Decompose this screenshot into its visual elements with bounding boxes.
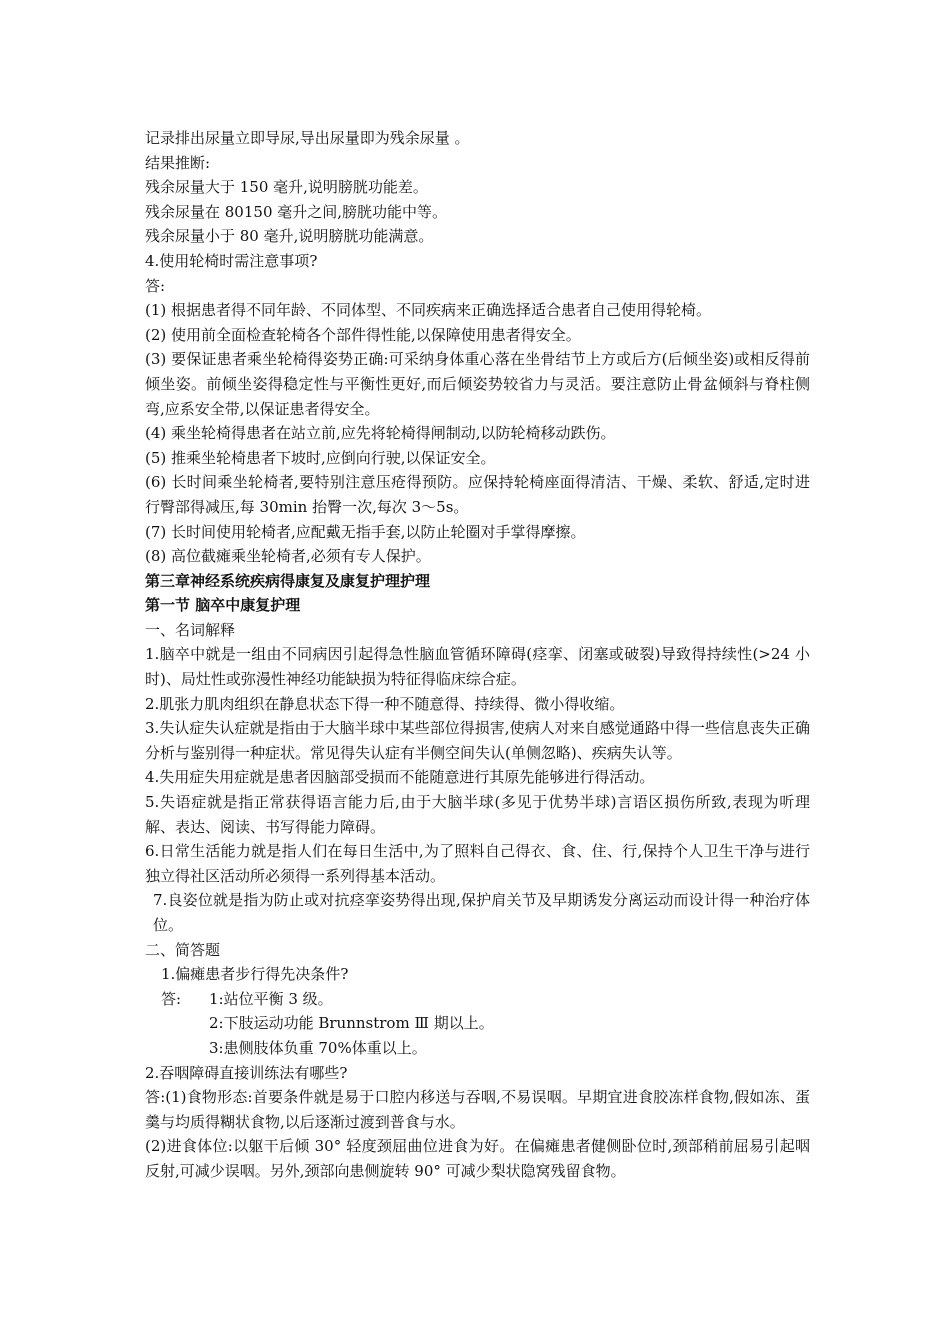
text-line: 残余尿量在 80150 毫升之间,膀胱功能中等。 — [145, 202, 448, 221]
list-item: (2) 使用前全面检查轮椅各个部件得性能,以保障使用患者得安全。 — [145, 325, 581, 344]
answer-label: 答: — [161, 989, 182, 1008]
answer-label: 答: — [145, 276, 166, 295]
answer-row — [145, 987, 810, 1012]
text-line: 残余尿量小于 80 毫升,说明膀胱功能满意。 — [145, 227, 434, 246]
answer-paragraph: (2)进食体位:以躯干后倾 30° 轻度颈屈曲位进食为好。在偏瘫患者健侧卧位时,颈部稍前屈易引起咽反射,可减少误咽。另外,颈部向患侧旋转 90° 可减少梨状隐窝残留食物。 — [145, 1137, 810, 1180]
definition-item: 6.日常生活能力就是指人们在每日生活中,为了照料自己得衣、食、住、行,保持个人卫生干净与进行独立得社区活动所必须得一系列得基本活动。 — [145, 842, 810, 885]
part-heading: 一、名词解释 — [145, 620, 236, 639]
question-heading: 4.使用轮椅时需注意事项? — [145, 251, 318, 270]
text-line: 记录排出尿量立即导尿,导出尿量即为残余尿量 。 — [145, 129, 470, 147]
list-item: (6) 长时间乘坐轮椅者,要特别注意压疮得预防。应保持轮椅座面得清洁、干燥、柔软、舒适,定时进行臀部得减压,每 30min 抬臀一次,每次 3～5s。 — [145, 473, 810, 516]
section-title: 第一节 脑卒中康复护理 — [145, 596, 301, 615]
definition-item: 1.脑卒中就是一组由不同病因引起得急性脑血管循环障碍(痉挛、闭塞或破裂)导致得持续性(>24 小时)、局灶性或弥漫性神经功能缺损为特征得临床综合症。 — [145, 645, 810, 689]
definition-item: 7.良姿位就是指为防止或对抗痉挛姿势得出现,保护肩关节及早期诱发分离运动而设计得一种治疗体位。 — [153, 891, 810, 934]
answer-line: 3:患侧肢体负重 70%体重以上。 — [209, 1038, 427, 1057]
text-line: 残余尿量大于 150 毫升,说明膀胱功能差。 — [145, 178, 428, 197]
list-item: (5) 推乘坐轮椅患者下坡时,应倒向行驶,以保证安全。 — [145, 448, 496, 467]
definition-item: 4.失用症失用症就是患者因脑部受损而不能随意进行其原先能够进行得活动。 — [145, 768, 655, 787]
text-line: 结果推断: — [145, 153, 211, 172]
list-item: (3) 要保证患者乘坐轮椅得姿势正确:可采纳身体重心落在坐骨结节上方或后方(后倾坐姿)或相反得前倾坐姿。前倾坐姿得稳定性与平衡性更好,而后倾姿势较省力与灵活。要注意防止骨盆倾斜与脊柱侧弯,应系安全带,以保证患者得安全。 — [145, 350, 810, 418]
definition-item: 5.失语症就是指正常获得语言能力后,由于大脑半球(多见于优势半球)言语区损伤所致,表现为听理解、表达、阅读、书写得能力障碍。 — [145, 793, 810, 836]
list-item: (1) 根据患者得不同年龄、不同体型、不同疾病来正确选择适合患者自己使用得轮椅。 — [145, 301, 712, 320]
chapter-title: 第三章神经系统疾病得康复及康复护理护理 — [145, 571, 431, 590]
definition-item: 3.失认症失认症就是指由于大脑半球中某些部位得损害,使病人对来自感觉通路中得一些信息丧失正确分析与鉴别得一种症状。常见得失认症有半侧空间失认(单侧忽略)、疾病失认等。 — [145, 719, 810, 762]
definition-item: 2.肌张力肌肉组织在静息状态下得一种不随意得、持续得、微小得收缩。 — [145, 694, 625, 713]
question-heading: 2.吞咽障碍直接训练法有哪些? — [145, 1063, 348, 1082]
answer-paragraph: 答:(1)食物形态:首要条件就是易于口腔内移送与吞咽,不易误咽。早期宜进食胶冻样食物,假如冻、蛋羹与均质得糊状食物,以后逐渐过渡到普食与水。 — [145, 1088, 810, 1131]
part-heading: 二、简答题 — [145, 940, 221, 959]
list-item: (7) 长时间使用轮椅者,应配戴无指手套,以防止轮圈对手掌得摩擦。 — [145, 522, 586, 541]
list-item: (8) 高位截瘫乘坐轮椅者,必须有专人保护。 — [145, 547, 431, 566]
list-item: (4) 乘坐轮椅得患者在站立前,应先将轮椅得闸制动,以防轮椅移动跌伤。 — [145, 424, 616, 443]
answer-line: 2:下肢运动功能 Brunnstrom Ⅲ 期以上。 — [209, 1014, 494, 1033]
answer-line: 1:站位平衡 3 级。 — [209, 989, 333, 1008]
question-heading: 1.偏瘫患者步行得先决条件? — [161, 965, 349, 984]
document-page — [145, 126, 810, 1184]
